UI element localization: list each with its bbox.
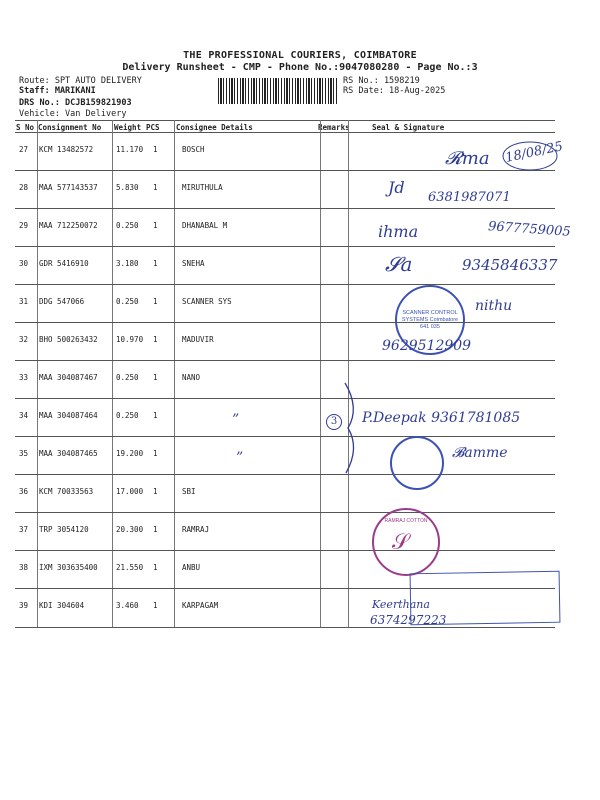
handwritten-phone-29: 9677759005 [487, 219, 572, 240]
row-pcs: 1 [153, 259, 158, 268]
runsheet-title: Delivery Runsheet - CMP - Phone No.:9047080280 - Page No.:3 [122, 62, 478, 73]
date-circle-mark [500, 138, 560, 174]
row-divider [15, 360, 555, 361]
handwritten-phone-39: 6374297223 [370, 613, 447, 627]
row-consignee: MADUVIR [182, 335, 214, 344]
row-consignment: MAA 304087464 [39, 411, 98, 420]
col-pcs: PCS [146, 123, 160, 132]
row-divider [15, 246, 555, 247]
row-consignee: KARPAGAM [182, 601, 219, 610]
row-pcs: 1 [153, 601, 158, 610]
row-sno: 32 [19, 335, 29, 344]
row-weight: 0.250 [116, 221, 139, 230]
row-divider [15, 512, 555, 513]
ramraj-stamp-text: RAMRAJ COTTON [384, 518, 428, 524]
row-weight: 21.550 [116, 563, 144, 572]
table-bottom-line [15, 627, 555, 628]
table-row [0, 436, 600, 474]
row-consignee: RAMRAJ [182, 525, 210, 534]
staff-label: Staff: MARIKANI [19, 86, 96, 96]
handwritten-phone-32: 9629512909 [382, 338, 472, 354]
row-weight: 0.250 [116, 411, 139, 420]
row-divider [15, 550, 555, 551]
row-weight: 3.180 [116, 259, 139, 268]
col-sno: S No [16, 123, 35, 132]
row-weight: 0.250 [116, 373, 139, 382]
row-consignment: MAA 304087465 [39, 449, 98, 458]
handwritten-name-31: nithu [475, 298, 513, 314]
signature-35: 𝓑amme [452, 445, 508, 461]
company-title: THE PROFESSIONAL COURIERS, COIMBATORE [183, 50, 417, 61]
row-consignment: KCM 13482572 [39, 145, 94, 154]
row-consignment: KCM 70033563 [39, 487, 94, 496]
row-consignee: MIRUTHULA [182, 183, 223, 192]
row-sno: 36 [19, 487, 29, 496]
row-consignment: IXM 303635400 [39, 563, 98, 572]
row-divider [15, 398, 555, 399]
route-label: Route: SPT AUTO DELIVERY [19, 76, 142, 86]
row-divider [15, 322, 555, 323]
bracket-mark [340, 378, 370, 478]
ramraj-stamp [372, 508, 440, 576]
row-consignment: MAA 712250072 [39, 221, 98, 230]
row-pcs: 1 [153, 297, 158, 306]
row-weight: 5.830 [116, 183, 139, 192]
row-weight: 11.170 [116, 145, 144, 154]
row-sno: 34 [19, 411, 29, 420]
row-sno: 27 [19, 145, 29, 154]
ramraj-signature: 𝒮 [392, 530, 410, 555]
row-consignment: MAA 304087467 [39, 373, 98, 382]
signature-27: 𝓡ma [445, 148, 490, 169]
row-divider [15, 284, 555, 285]
rs-number: RS No.: 1598219 [343, 76, 420, 86]
row-consignment: GDR 5416910 [39, 259, 89, 268]
row-sno: 28 [19, 183, 29, 192]
signature-28: Jd [388, 178, 405, 197]
row-sno: 35 [19, 449, 29, 458]
row-pcs: 1 [153, 525, 158, 534]
row-pcs: 1 [153, 145, 158, 154]
row-pcs: 1 [153, 373, 158, 382]
row-sno: 38 [19, 563, 29, 572]
col-seal: Seal & Signature [372, 123, 445, 132]
row-pcs: 1 [153, 487, 158, 496]
row-consignee: BOSCH [182, 145, 205, 154]
row-consignment: TRP 3054120 [39, 525, 89, 534]
row-consignee: ANBU [182, 563, 201, 572]
row-consignment: KDI 304604 [39, 601, 85, 610]
handwritten-phone-30: 9345846337 [462, 256, 558, 274]
row-consignment: BHO 500263432 [39, 335, 98, 344]
col-consignment: Consignment No [38, 123, 102, 132]
row-weight: 0.250 [116, 297, 139, 306]
row-pcs: 1 [153, 563, 158, 572]
row-divider [15, 474, 555, 475]
row-consignee: SBI [182, 487, 196, 496]
table-row [0, 512, 600, 550]
row-pcs: 1 [153, 449, 158, 458]
table-top-line [15, 120, 555, 121]
row-pcs: 1 [153, 411, 158, 420]
row-weight: 17.000 [116, 487, 144, 496]
row-consignment: DDG 547066 [39, 297, 85, 306]
round-seal-stamp [390, 436, 444, 490]
row-sno: 39 [19, 601, 29, 610]
handwritten-name-phone-34: P.Deepak 9361781085 [362, 410, 521, 426]
handwritten-phone-28: 6381987071 [428, 190, 511, 205]
row-sno: 30 [19, 259, 29, 268]
row-divider [15, 208, 555, 209]
handwritten-name-39: Keerthana [372, 598, 430, 611]
table-row [0, 360, 600, 398]
drs-number: DRS No.: DCJB159821903 [19, 98, 132, 108]
ditto-mark-35: ” [236, 450, 244, 466]
row-weight: 10.970 [116, 335, 144, 344]
row-consignment: MAA 577143537 [39, 183, 98, 192]
row-sno: 33 [19, 373, 29, 382]
signature-30: 𝓢a [385, 252, 413, 276]
row-pcs: 1 [153, 183, 158, 192]
row-consignee: SCANNER SYS [182, 297, 232, 306]
row-sno: 31 [19, 297, 29, 306]
row-consignee: NANO [182, 373, 201, 382]
row-consignee: SNEHA [182, 259, 205, 268]
row-divider [15, 436, 555, 437]
col-remarks: Remarks [318, 123, 350, 132]
rs-date: RS Date: 18-Aug-2025 [343, 86, 446, 96]
row-pcs: 1 [153, 335, 158, 344]
row-consignee: DHANABAL M [182, 221, 228, 230]
handwritten-date: 18/08/25 [504, 139, 565, 166]
row-sno: 29 [19, 221, 29, 230]
row-weight: 19.200 [116, 449, 144, 458]
scanner-stamp-text: SCANNER CONTROL SYSTEMS Coimbatore 641 035 [401, 310, 459, 330]
row-pcs: 1 [153, 221, 158, 230]
table-row [0, 322, 600, 360]
vehicle-label: Vehicle: Van Delivery [19, 109, 127, 119]
row-divider [15, 170, 555, 171]
row-sno: 37 [19, 525, 29, 534]
ditto-mark-34: ” [232, 412, 240, 428]
col-weight: Weight [114, 123, 142, 132]
row-weight: 3.460 [116, 601, 139, 610]
col-consignee: Consignee Details [176, 123, 253, 132]
row-weight: 20.300 [116, 525, 144, 534]
barcode [218, 78, 338, 104]
handwritten-circled-number: 3 [326, 414, 342, 430]
signature-29: ihma [378, 222, 419, 241]
table-row [0, 474, 600, 512]
